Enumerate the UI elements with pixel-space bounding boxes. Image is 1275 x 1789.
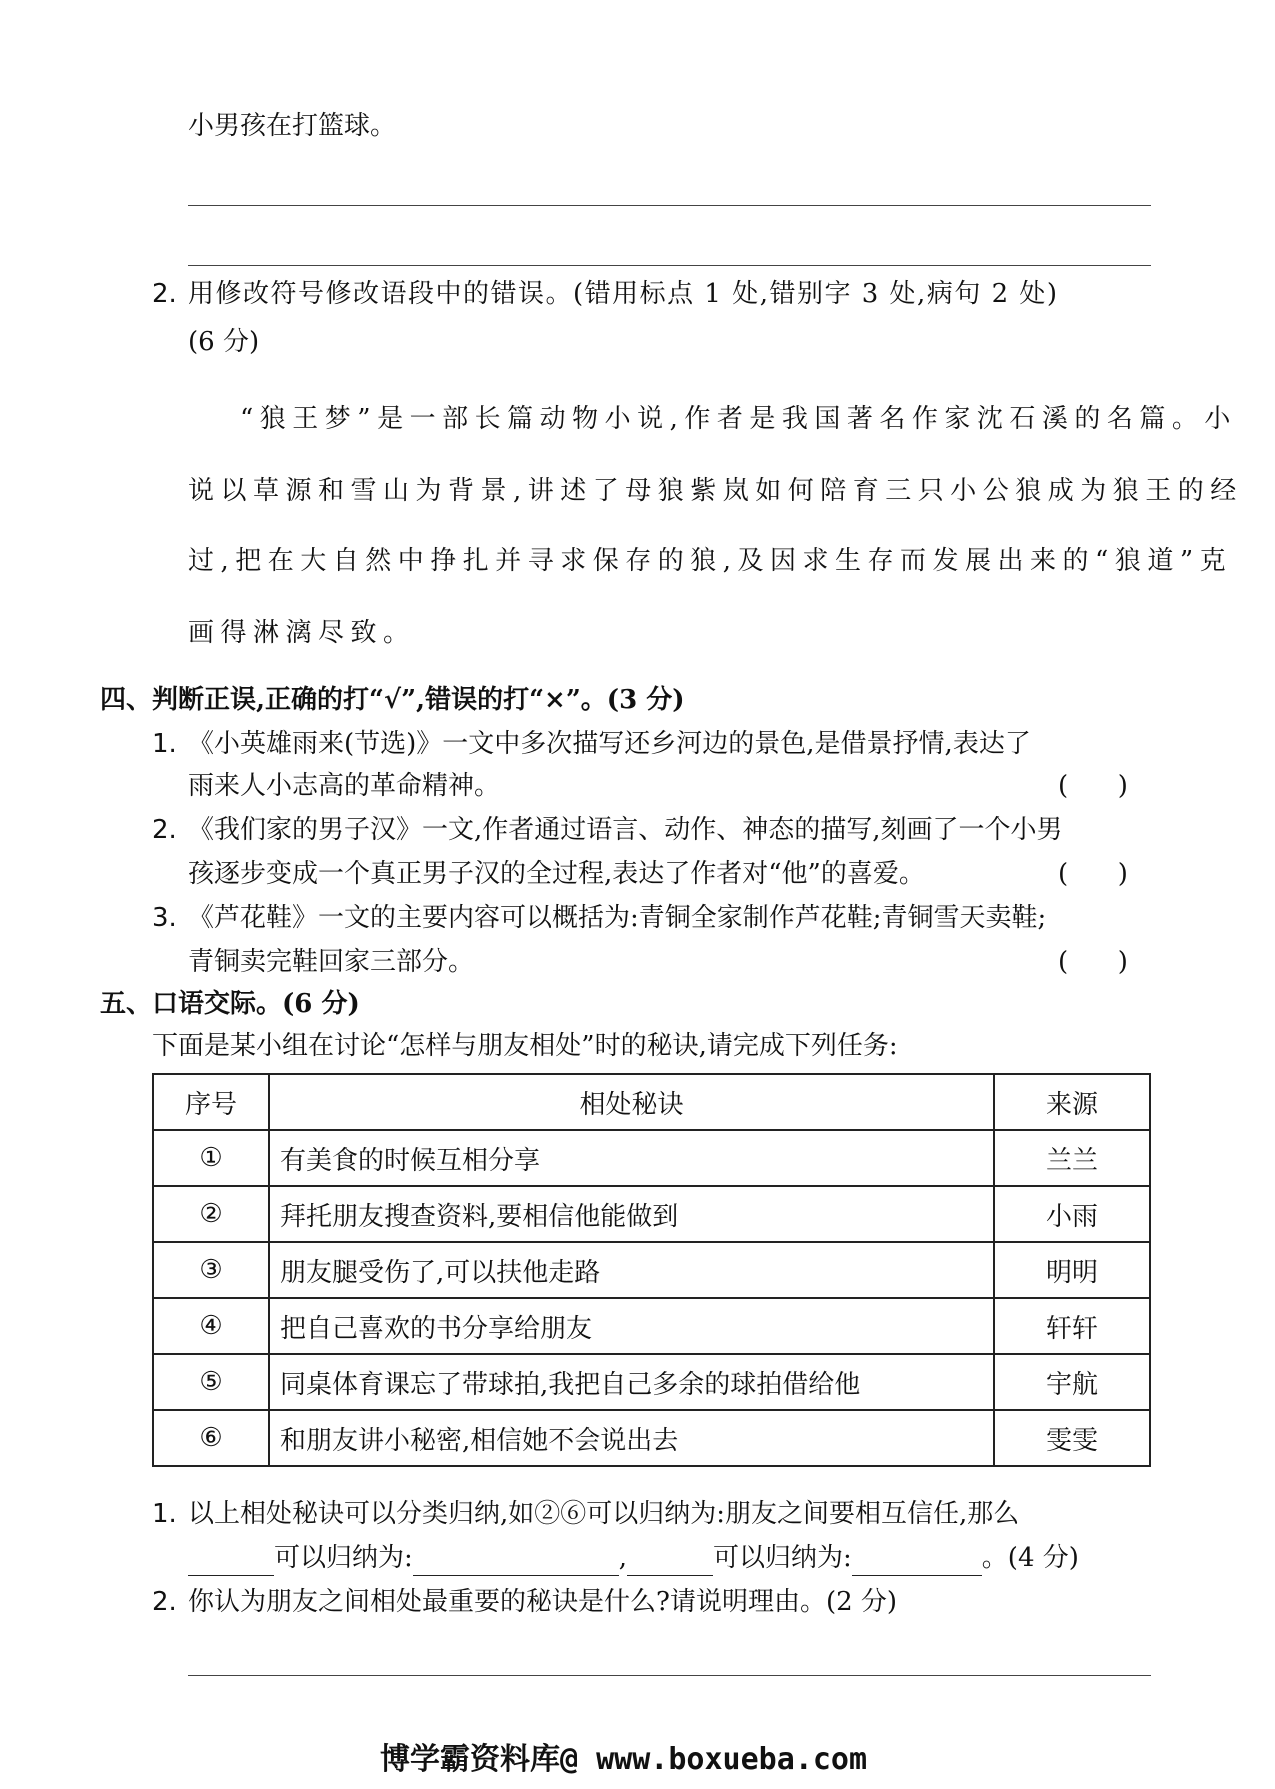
s4-item3-answer-box[interactable]: ( ): [1058, 947, 1128, 977]
q2-score: (6 分): [188, 327, 260, 357]
row-number: ④: [153, 1298, 269, 1354]
s4-item1-line1: 《小英雄雨来(节选)》一文中多次描写还乡河边的景色,是借景抒情,表达了: [188, 729, 1031, 759]
row-tip: 和朋友讲小秘密,相信她不会说出去: [269, 1410, 994, 1466]
top-sentence: 小男孩在打篮球。: [188, 111, 397, 141]
answer-line-1[interactable]: [188, 205, 1151, 206]
row-number: ③: [153, 1242, 269, 1298]
row-number: ⑥: [153, 1410, 269, 1466]
fill-blank-b2[interactable]: [852, 1545, 982, 1576]
fill-blank-a2[interactable]: [413, 1545, 619, 1576]
passage-line-4: 画得淋漓尽致。: [188, 618, 416, 648]
s5-q1-number: 1.: [152, 1499, 177, 1529]
footer-watermark: [380, 1734, 867, 1778]
s4-item3-number: 3.: [152, 903, 177, 933]
row-tip: 朋友腿受伤了,可以扶他走路: [269, 1242, 994, 1298]
row-number: ⑤: [153, 1354, 269, 1410]
table-row: [153, 1242, 1150, 1298]
q2-prompt: 用修改符号修改语段中的错误。(错用标点 1 处,错别字 3 处,病句 2 处): [188, 279, 1059, 309]
s4-item2-line1: 《我们家的男子汉》一文,作者通过语言、动作、神态的描写,刻画了一个小男: [188, 815, 1063, 845]
s5-q2-number: 2.: [152, 1587, 177, 1617]
fill-blank-a1[interactable]: [188, 1545, 274, 1576]
row-tip: 拜托朋友搜查资料,要相信他能做到: [269, 1186, 994, 1242]
footer-site-url: @ www.boxueba.com: [560, 1742, 868, 1777]
table-header-row: [153, 1074, 1150, 1130]
row-tip: 同桌体育课忘了带球拍,我把自己多余的球拍借给他: [269, 1354, 994, 1410]
row-source: 明明: [994, 1242, 1150, 1298]
tips-table: [152, 1073, 1151, 1467]
s5-q2-text: 你认为朋友之间相处最重要的秘诀是什么?请说明理由。(2 分): [188, 1587, 898, 1617]
s4-item1-answer-box[interactable]: ( ): [1058, 771, 1128, 801]
section4-heading: 四、判断正误,正确的打“√”,错误的打“×”。(3 分): [100, 685, 685, 715]
answer-line-3[interactable]: [188, 1675, 1151, 1676]
s5-q1-line1: 以上相处秘诀可以分类归纳,如②⑥可以归纳为:朋友之间要相互信任,那么: [188, 1499, 1020, 1529]
row-source: 宇航: [994, 1354, 1150, 1410]
s4-item1-line2: 雨来人小志高的革命精神。: [188, 771, 501, 801]
row-tip: 有美食的时候互相分享: [269, 1130, 994, 1186]
table-row: [153, 1354, 1150, 1410]
s4-item3-line1: 《芦花鞋》一文的主要内容可以概括为:青铜全家制作芦花鞋;青铜雪天卖鞋;: [188, 903, 1047, 933]
table-row: [153, 1186, 1150, 1242]
section5-intro: 下面是某小组在讨论“怎样与朋友相处”时的秘诀,请完成下列任务:: [152, 1031, 898, 1061]
q2-number: 2.: [152, 279, 177, 309]
table-row: [153, 1410, 1150, 1466]
header-number: 序号: [153, 1074, 269, 1130]
section5-heading: 五、口语交际。(6 分): [100, 989, 360, 1019]
row-source: 小雨: [994, 1186, 1150, 1242]
fill-blank-b1[interactable]: [627, 1545, 713, 1576]
table-row: [153, 1298, 1150, 1354]
s4-item2-line2: 孩逐步变成一个真正男子汉的全过程,表达了作者对“他”的喜爱。: [188, 859, 925, 889]
row-tip: 把自己喜欢的书分享给朋友: [269, 1298, 994, 1354]
s5-q1-line2: [188, 1540, 1079, 1576]
s5-q1-score: 。(4 分): [981, 1543, 1079, 1573]
table-row: [153, 1130, 1150, 1186]
row-source: 轩轩: [994, 1298, 1150, 1354]
s5-q1-part-a: 可以归纳为:: [274, 1543, 413, 1573]
s5-q1-part-b: 可以归纳为:: [713, 1543, 852, 1573]
row-source: 雯雯: [994, 1410, 1150, 1466]
row-number: ①: [153, 1130, 269, 1186]
answer-line-2[interactable]: [188, 265, 1151, 266]
s5-q1-comma: ,: [618, 1543, 628, 1573]
s4-item1-number: 1.: [152, 729, 177, 759]
header-tip: 相处秘诀: [269, 1074, 994, 1130]
passage-line-1: “狼王梦”是一部长篇动物小说,作者是我国著名作家沈石溪的名篇。小: [240, 404, 1237, 434]
passage-line-3: 过,把在大自然中挣扎并寻求保存的狼,及因求生存而发展出来的“狼道”克: [188, 546, 1233, 576]
s4-item2-number: 2.: [152, 815, 177, 845]
s4-item3-line2: 青铜卖完鞋回家三部分。: [188, 947, 475, 977]
row-number: ②: [153, 1186, 269, 1242]
passage-line-2: 说以草源和雪山为背景,讲述了母狼紫岚如何陪育三只小公狼成为狼王的经: [188, 476, 1243, 506]
footer-site-cn: 博学霸资料库: [380, 1742, 560, 1777]
row-source: 兰兰: [994, 1130, 1150, 1186]
s4-item2-answer-box[interactable]: ( ): [1058, 859, 1128, 889]
header-source: 来源: [994, 1074, 1150, 1130]
